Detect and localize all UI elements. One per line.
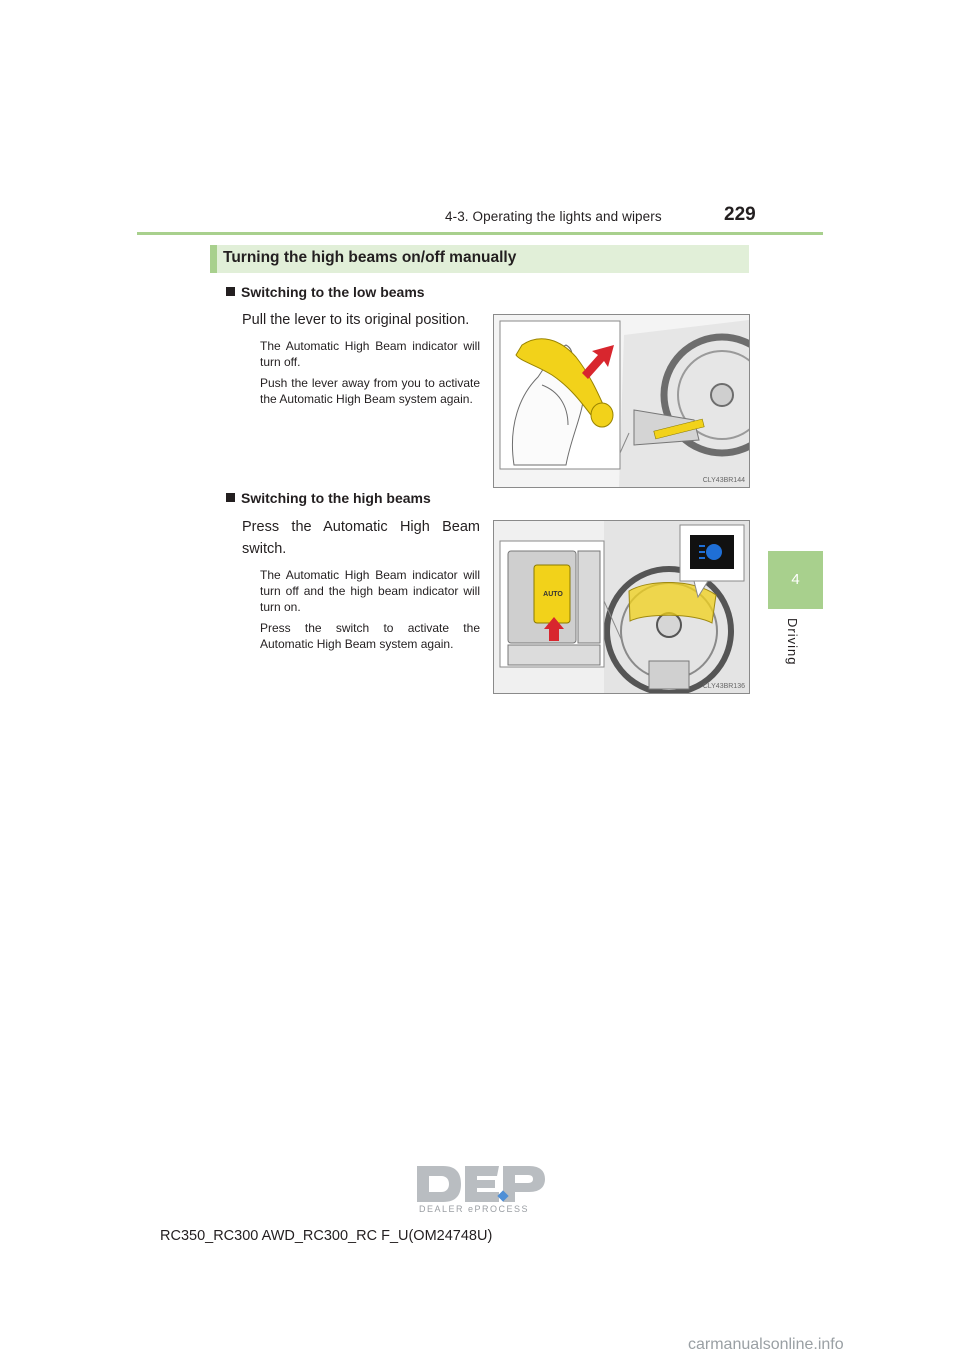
page-number: 229 [724, 204, 756, 225]
high-beams-note-2: Press the switch to activate the Automatic High Beam system again. [260, 621, 480, 651]
low-beams-heading [226, 284, 425, 300]
section-title: Turning the high beams on/off manually [223, 249, 517, 266]
lever-illustration [494, 315, 749, 487]
dashboard-illustration [494, 521, 749, 693]
high-beams-instruction: Press the Automatic High Beam switch. [242, 519, 480, 557]
section-accent [210, 245, 217, 273]
model-footer: RC350_RC300 AWD_RC300_RC F_U(OM24748U) [160, 1228, 493, 1244]
high-beams-figure-code: CLY43BR136 [702, 683, 745, 690]
site-watermark: carmanualsonline.info [688, 1336, 844, 1353]
low-beams-instruction: Pull the lever to its original position. [242, 312, 470, 328]
low-beams-note-1: The Automatic High Beam indicator will turn off. [260, 339, 480, 369]
chapter-tab: 4 [768, 551, 823, 609]
high-beams-heading [226, 490, 431, 506]
dep-watermark-subtitle: DEALER ePROCESS [419, 1204, 530, 1214]
auto-switch-label: AUTO [543, 591, 563, 598]
header-rule [137, 232, 823, 235]
chapter-label: Driving [785, 618, 800, 666]
high-beams-figure [493, 520, 750, 694]
section-title-bar [210, 245, 749, 273]
low-beams-figure [493, 314, 750, 488]
low-beams-heading-text: Switching to the low beams [241, 284, 425, 300]
high-beams-heading-text: Switching to the high beams [241, 490, 431, 506]
low-beams-note-2: Push the lever away from you to activate the Automatic High Beam system again. [260, 376, 480, 406]
high-beams-note-1: The Automatic High Beam indicator will turn off and the high beam indicator will turn on. [260, 568, 480, 614]
dep-logo-icon [415, 1164, 547, 1206]
low-beams-figure-code: CLY43BR144 [702, 477, 745, 484]
square-bullet-icon [226, 287, 235, 296]
running-header: 4-3. Operating the lights and wipers [445, 209, 662, 224]
square-bullet-icon [226, 493, 235, 502]
